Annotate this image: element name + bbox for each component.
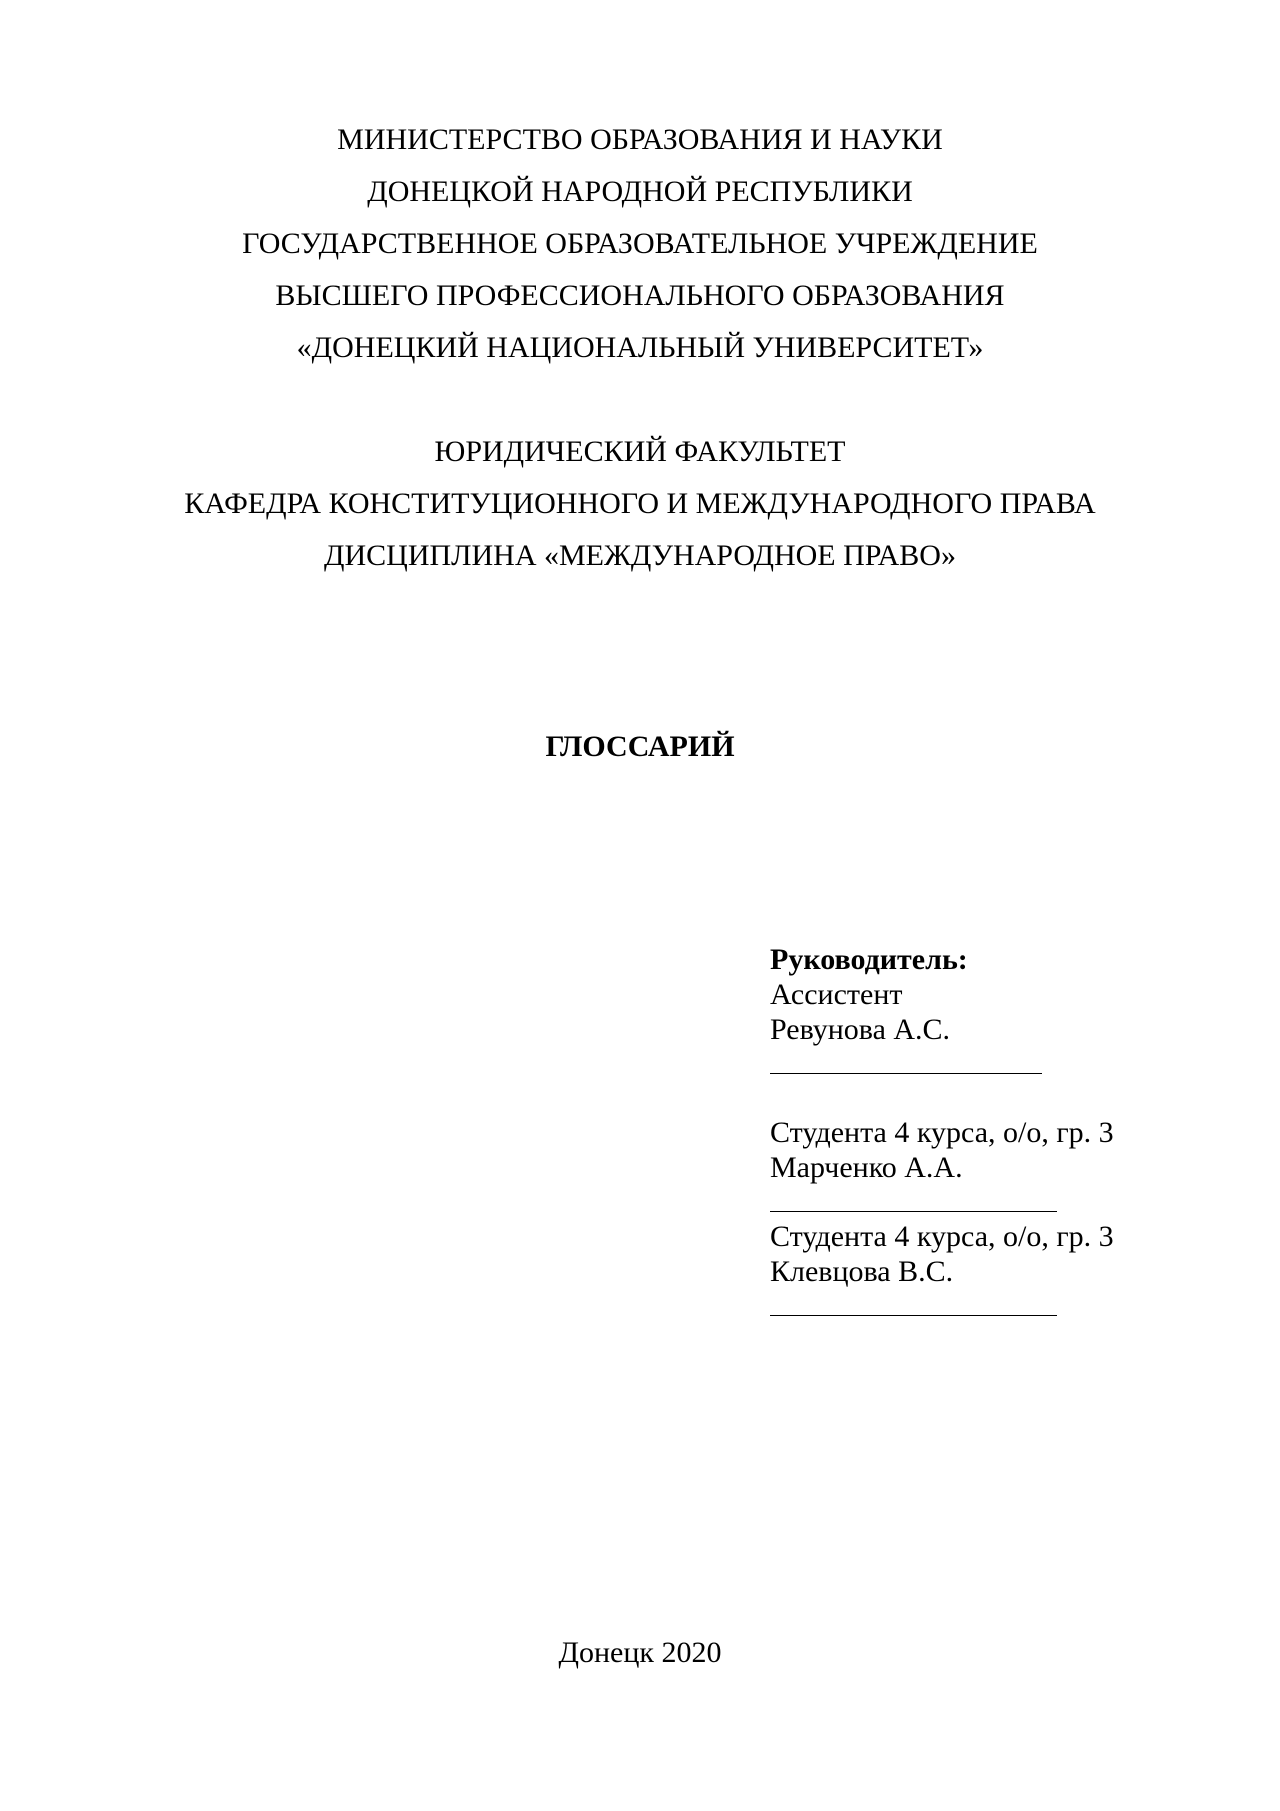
supervisor-label: Руководитель:: [770, 943, 968, 976]
footer-city-year: Донецк 2020: [558, 1636, 722, 1669]
student-description: Студента 4 курса, о/о, гр. 3: [770, 1220, 1114, 1253]
discipline-name: ДИСЦИПЛИНА «МЕЖДУНАРОДНОЕ ПРАВО»: [324, 539, 956, 572]
supervisor-block: [770, 942, 1042, 1082]
student-description: Студента 4 курса, о/о, гр. 3: [770, 1116, 1114, 1149]
student-name: Клевцова В.С.: [770, 1255, 954, 1288]
student-block-1: [770, 1115, 1114, 1220]
header-line-education-level: ВЫСШЕГО ПРОФЕССИОНАЛЬНОГО ОБРАЗОВАНИЯ: [275, 279, 1005, 312]
student-block-2: [770, 1219, 1114, 1324]
supervisor-signature-line: [770, 1047, 1042, 1082]
header-line-republic: ДОНЕЦКОЙ НАРОДНОЙ РЕСПУБЛИКИ: [367, 175, 913, 208]
department-name: КАФЕДРА КОНСТИТУЦИОННОГО И МЕЖДУНАРОДНОГО ПРАВА: [184, 487, 1096, 520]
header-line-ministry: МИНИСТЕРСТВО ОБРАЗОВАНИЯ И НАУКИ: [337, 123, 943, 156]
student-name: Марченко А.А.: [770, 1151, 963, 1184]
document-title: ГЛОССАРИЙ: [545, 730, 735, 763]
student-signature-line: [770, 1289, 1114, 1324]
supervisor-name: Ревунова А.С.: [770, 1013, 951, 1046]
header-line-institution-type: ГОСУДАРСТВЕННОЕ ОБРАЗОВАТЕЛЬНОЕ УЧРЕЖДЕНИЕ: [242, 227, 1038, 260]
faculty-name: ЮРИДИЧЕСКИЙ ФАКУЛЬТЕТ: [434, 435, 846, 468]
supervisor-position: Ассистент: [770, 978, 903, 1011]
student-signature-line: [770, 1185, 1114, 1220]
header-line-university-name: «ДОНЕЦКИЙ НАЦИОНАЛЬНЫЙ УНИВЕРСИТЕТ»: [296, 331, 984, 364]
